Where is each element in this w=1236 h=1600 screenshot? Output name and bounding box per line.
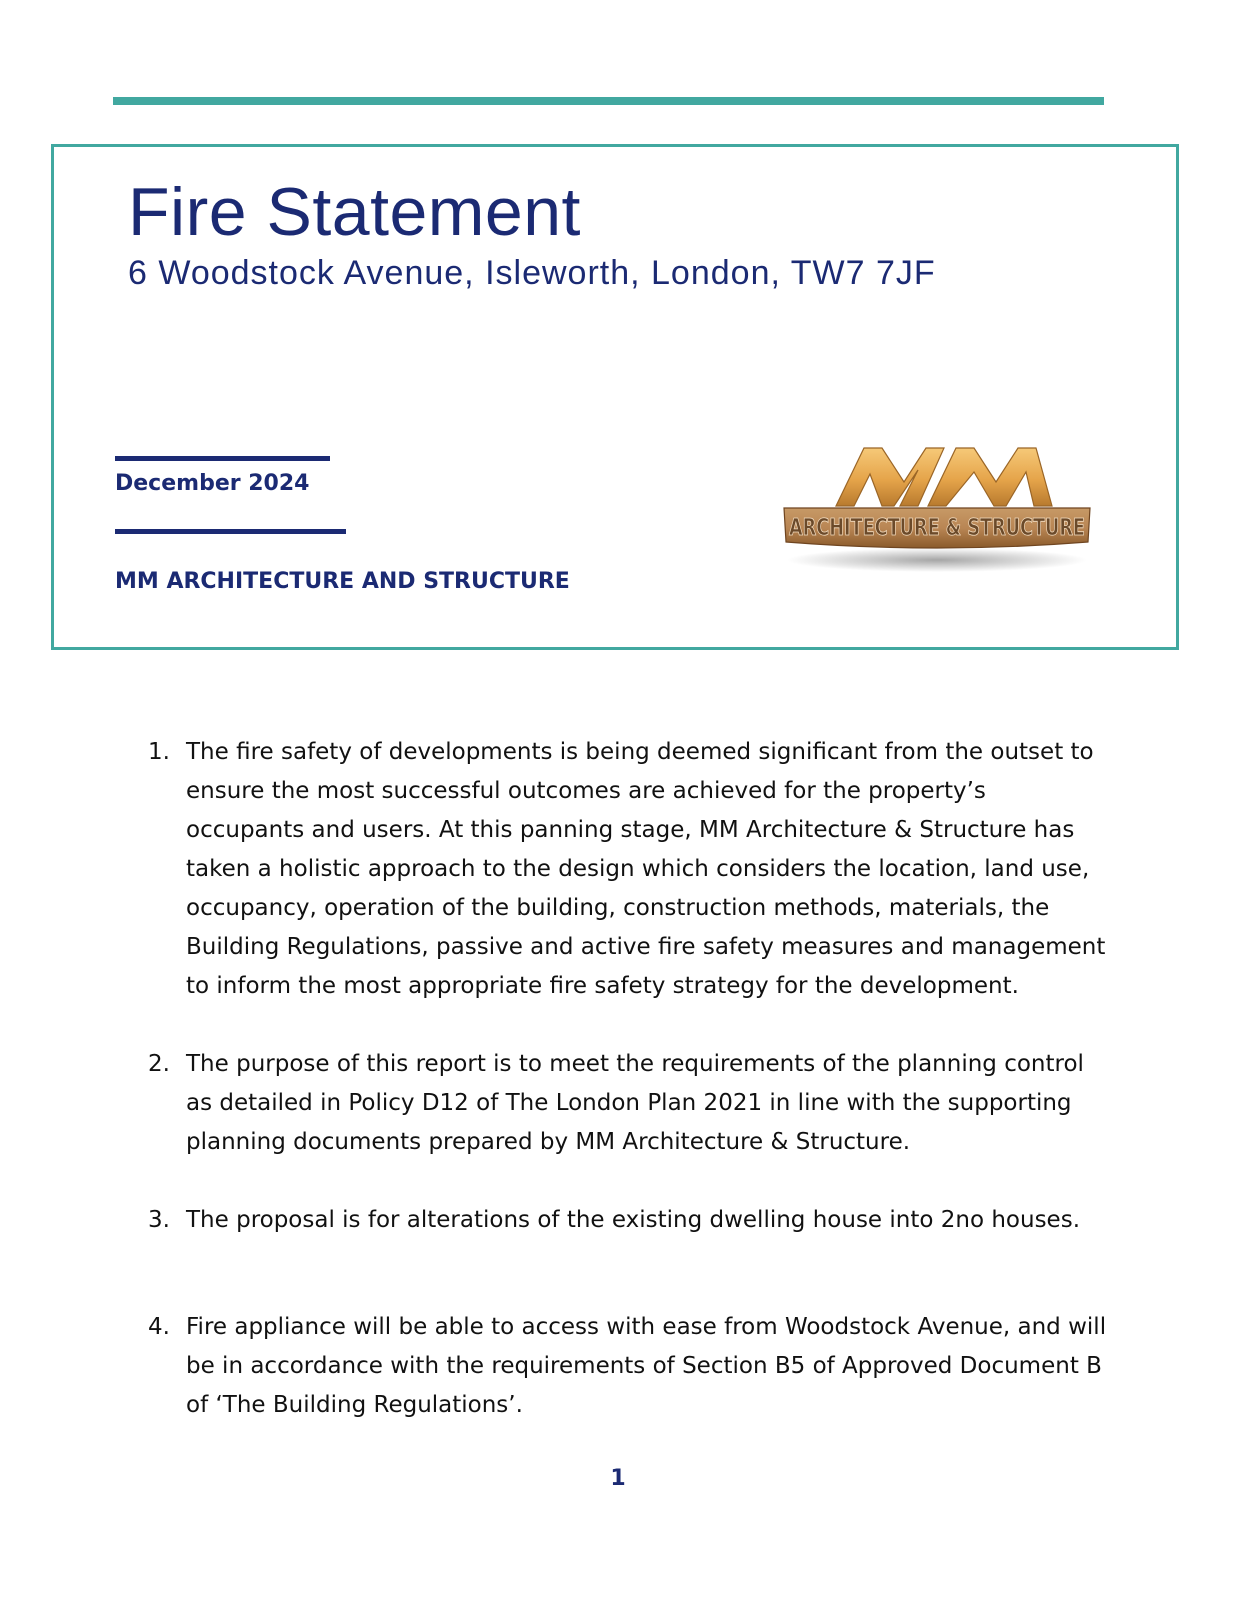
date-rule-top: [115, 456, 330, 461]
logo-shadow: [787, 548, 1087, 572]
paragraph-text: The purpose of this report is to meet the requirements of the planning control as detailed in Policy D12 of The London Plan 2021 in line with the supporting planning documents prepared by MM Architecture & Structure.: [186, 1051, 1084, 1155]
statement-paragraphs: [148, 733, 1108, 1425]
paragraph-number: 1.: [148, 739, 170, 765]
paragraph-text: The proposal is for alterations of the existing dwelling house into 2no houses.: [186, 1207, 1081, 1233]
numbered-paragraph: [148, 733, 1108, 1006]
paragraph-number: 3.: [148, 1207, 170, 1233]
document-title: Fire Statement: [128, 174, 581, 250]
numbered-paragraph: [148, 1308, 1108, 1425]
paragraph-text: Fire appliance will be able to access with ease from Woodstock Avenue, and will be in accordance with the requirements of Section B5 of Approved Document B of ‘The Building Regulations’.: [186, 1314, 1107, 1418]
logo-tagline: ARCHITECTURE & STRUCTURE: [789, 515, 1085, 541]
logo-mm-mark: [836, 448, 1052, 506]
company-logo: [778, 438, 1096, 573]
numbered-paragraph: [148, 1201, 1108, 1240]
site-address: 6 Woodstock Avenue, Isleworth, London, TW7 7JF: [128, 254, 936, 292]
page-number: 1: [610, 1466, 626, 1491]
company-name: MM ARCHITECTURE AND STRUCTURE: [115, 569, 570, 594]
date-rule-bottom: [115, 529, 346, 534]
paragraph-number: 2.: [148, 1051, 170, 1077]
paragraph-number: 4.: [148, 1314, 170, 1340]
document-date: December 2024: [115, 471, 310, 496]
paragraph-text: The fire safety of developments is being deemed significant from the outset to ensure the most successful outcomes are achieved for the property’s occupants and users. At this panning stage, MM Architecture & Structure has taken a holistic approach to the design which considers the location, land use, occupancy, operation of the building, construction methods, materials, the Building Regulations, passive and active fire safety measures and management to inform the most appropriate fire safety strategy for the development.: [186, 739, 1106, 999]
numbered-paragraph: [148, 1045, 1108, 1162]
top-accent-rule: [113, 97, 1104, 105]
